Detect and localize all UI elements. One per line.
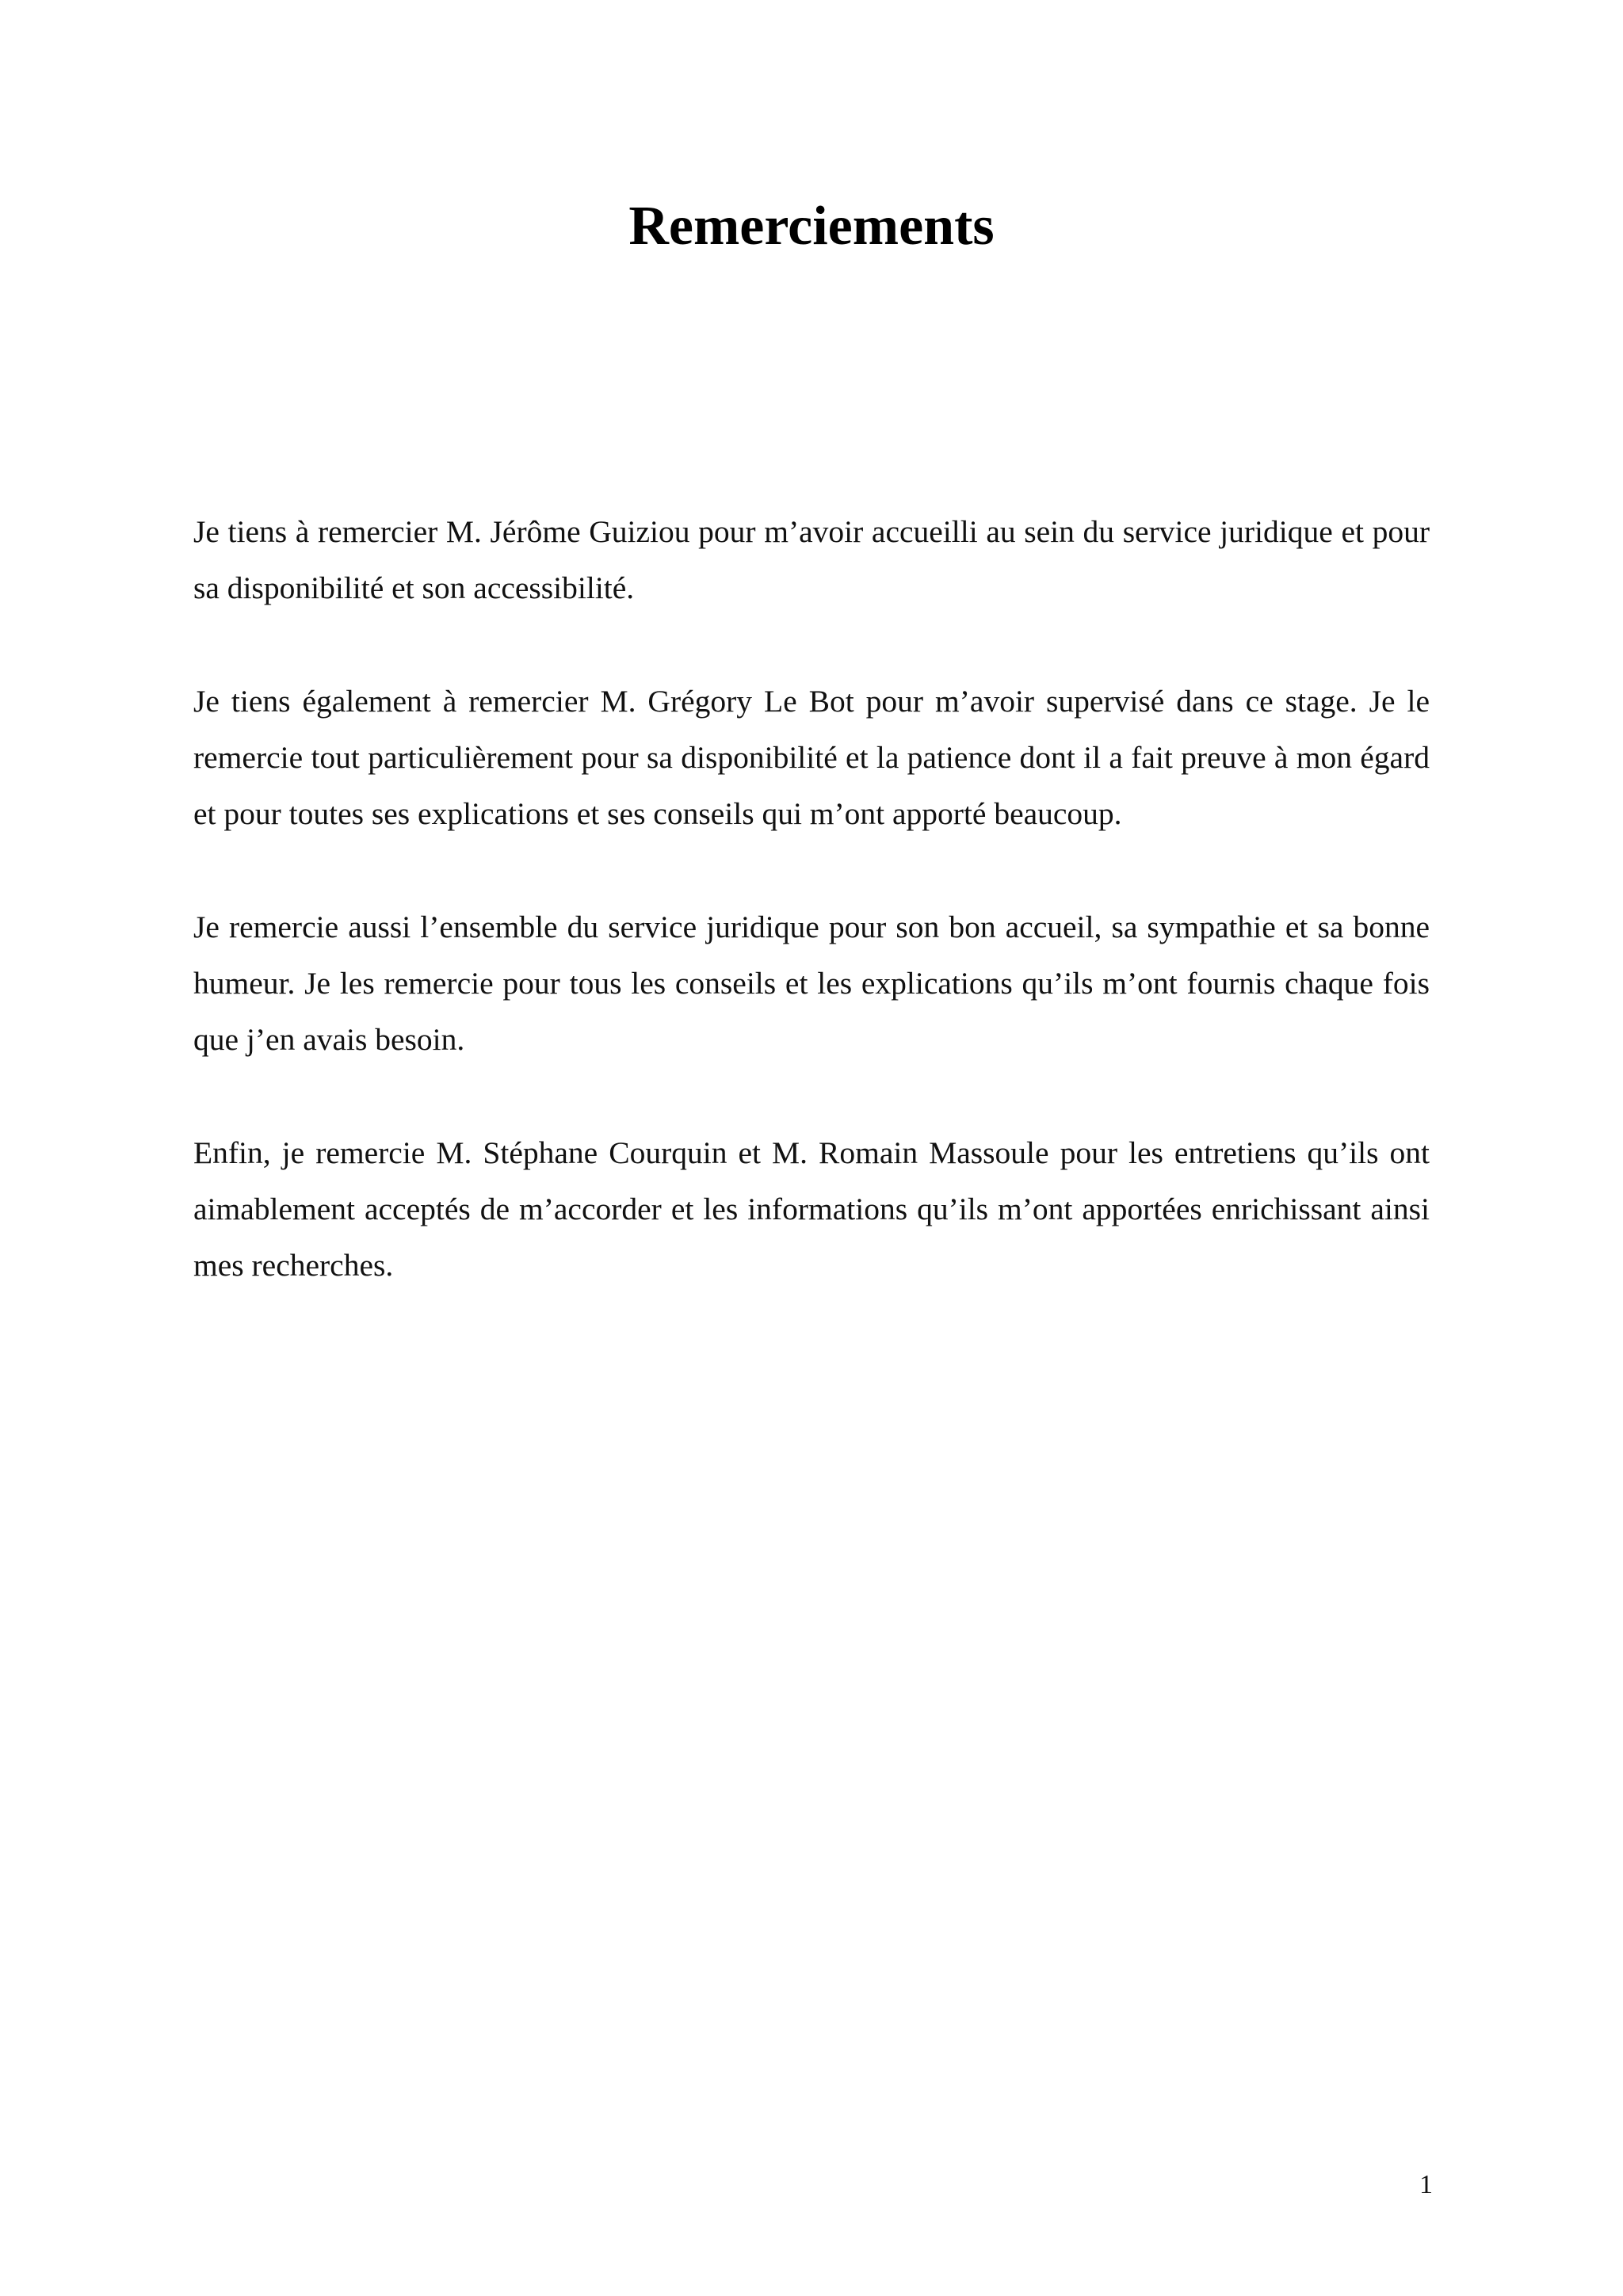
- page-number: 1: [1419, 2170, 1433, 2199]
- acknowledgements-body: [193, 504, 1430, 1351]
- paragraph-1: Je tiens à remercier M. Jérôme Guiziou pour m’avoir accueilli au sein du service juridique et pour sa disponibilité et son accessibilité.: [193, 514, 1430, 605]
- page-title: Remerciements: [628, 196, 995, 257]
- paragraph-3: Je remercie aussi l’ensemble du service juridique pour son bon accueil, sa sympathie et sa bonne humeur. Je les remercie pour tous les conseils et les explications qu’ils m’ont fournis chaque fois que j’en avais besoin.: [193, 910, 1430, 1057]
- paragraph-4: Enfin, je remercie M. Stéphane Courquin et M. Romain Massoule pour les entretiens qu’ils ont aimablement acceptés de m’accorder et les informations qu’ils m’ont apportées enrichissant ainsi mes recherches.: [193, 1135, 1430, 1283]
- paragraph-2: Je tiens également à remercier M. Grégory Le Bot pour m’avoir supervisé dans ce stage. Je le remercie tout particulièrement pour sa disponibilité et la patience dont il a fait preuve à mon égard et pour toutes ses explications et ses conseils qui m’ont apporté beaucoup.: [193, 684, 1430, 831]
